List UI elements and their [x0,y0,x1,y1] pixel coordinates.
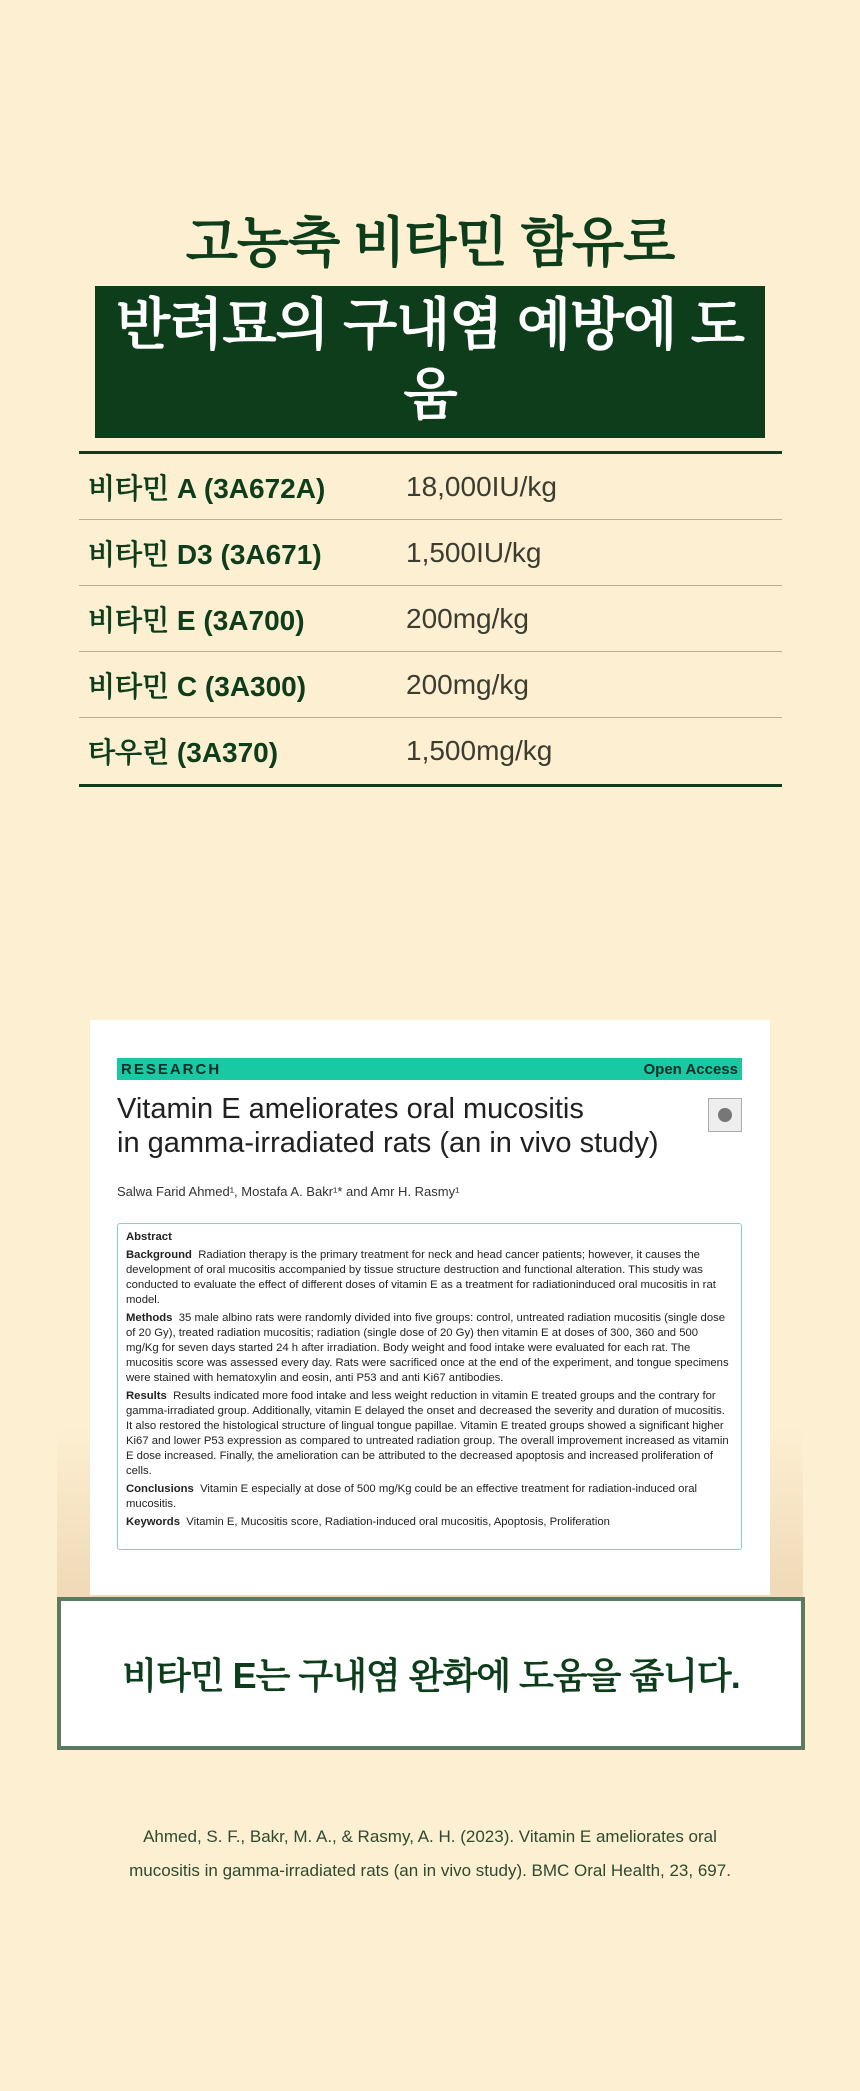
check-for-updates-icon [708,1098,742,1132]
citation [0,1820,860,1888]
background-text: Radiation therapy is the primary treatment for neck and head cancer patients; however, it causes the development of oral mucositis accompanied by tissue structure destruction and functional alteration. This study was conducted to evaluate the effect of different doses of vitamin E as a treatment for radiationinduced oral mucositis in rat model. [126,1249,716,1306]
research-bar [117,1058,742,1080]
methods-label: Methods [126,1312,173,1324]
conclusions-text: Vitamin E especially at dose of 500 mg/Kg could be an effective treatment for radiation-induced oral mucositis. [126,1483,698,1510]
keywords-text: Vitamin E, Mucositis score, Radiation-induced oral mucositis, Apoptosis, Proliferation [186,1516,610,1528]
conclusions-label: Conclusions [126,1483,194,1495]
background-label: Background [126,1249,192,1261]
paper-title-line1: Vitamin E ameliorates oral mucositis [117,1093,584,1125]
open-access-label: Open Access [643,1060,738,1078]
citation-line2: mucositis in gamma-irradiated rats (an in vivo study). BMC Oral Health, 23, 697. [129,1861,731,1880]
claim-box [57,1597,805,1750]
spec-row [79,520,782,586]
keywords-label: Keywords [126,1516,180,1528]
spec-name: 타우린 (3A370) [88,737,279,768]
spec-name: 비타민 D3 (3A671) [88,538,322,570]
spec-row [79,586,782,652]
citation-line1: Ahmed, S. F., Bakr, M. A., & Rasmy, A. H. (2023). Vitamin E ameliorates oral [143,1827,717,1846]
paper-title-row [117,1092,742,1160]
abstract-heading: Abstract [126,1231,172,1243]
headline-line2: 반려묘의 구내염 예방에 도움 [95,286,765,438]
abstract-box [117,1223,742,1550]
spec-name: 비타민 A (3A672A) [88,472,326,504]
headline-line2-wrap [0,286,860,438]
methods-text: 35 male albino rats were randomly divided into five groups: control, untreated radiation mucositis (single dose of 20 Gy), treated radiation mucositis; radiation (single dose of 20 Gy) then vitamin E at doses of 300, 360 and 500 mg/Kg for seven days started 24 h after irradiation. Body weight and food intake were evaluated for each rat. The mucositis score was assessed every day. Rats were sacrificed once at the end of the experiment, and tongue specimens were stained with hematoxylin and eosin, anti P53 and anti Ki67 antibodies. [126,1312,729,1384]
headline-line1: 고농축 비타민 함유로 [185,213,675,273]
results-label: Results [126,1390,167,1402]
research-label: RESEARCH [121,1060,222,1078]
vitamin-spec-table [79,451,782,787]
results-text: Results indicated more food intake and less weight reduction in vitamin E treated groups and the contrary for gamma-irradiated group. Additionally, vitamin E delayed the onset and decreased the severity and duration of mucositis. It also restored the histological structure of lingual tongue papillae. Vitamin E treated groups showed a significant higher Ki67 and lower P53 expression as compared to untreated radiation group. The overall improvement increased as vitamin E dose increased. Finally, the amelioration can be attributed to the decreased apoptosis and increased proliferation of cells. [126,1390,729,1477]
spec-value: 1,500IU/kg [406,536,542,568]
paper-title [117,1092,659,1160]
spec-value: 18,000IU/kg [406,470,557,502]
spec-row [79,652,782,718]
paper-page [90,1020,770,1595]
spec-name: 비타민 C (3A300) [88,670,307,702]
spec-name: 비타민 E (3A700) [88,604,305,636]
spec-value: 200mg/kg [406,668,529,700]
paper-figure [57,1020,803,1600]
spec-value: 1,500mg/kg [406,735,553,766]
spec-row [79,718,782,784]
spec-value: 200mg/kg [406,602,529,634]
claim-text: 비타민 E는 구내염 완화에 도움을 줍니다. [122,1655,740,1696]
spec-row [79,454,782,520]
paper-authors: Salwa Farid Ahmed¹, Mostafa A. Bakr¹* and Amr H. Rasmy¹ [117,1184,460,1199]
paper-title-line2: in gamma-irradiated rats (an in vivo study) [117,1127,659,1159]
